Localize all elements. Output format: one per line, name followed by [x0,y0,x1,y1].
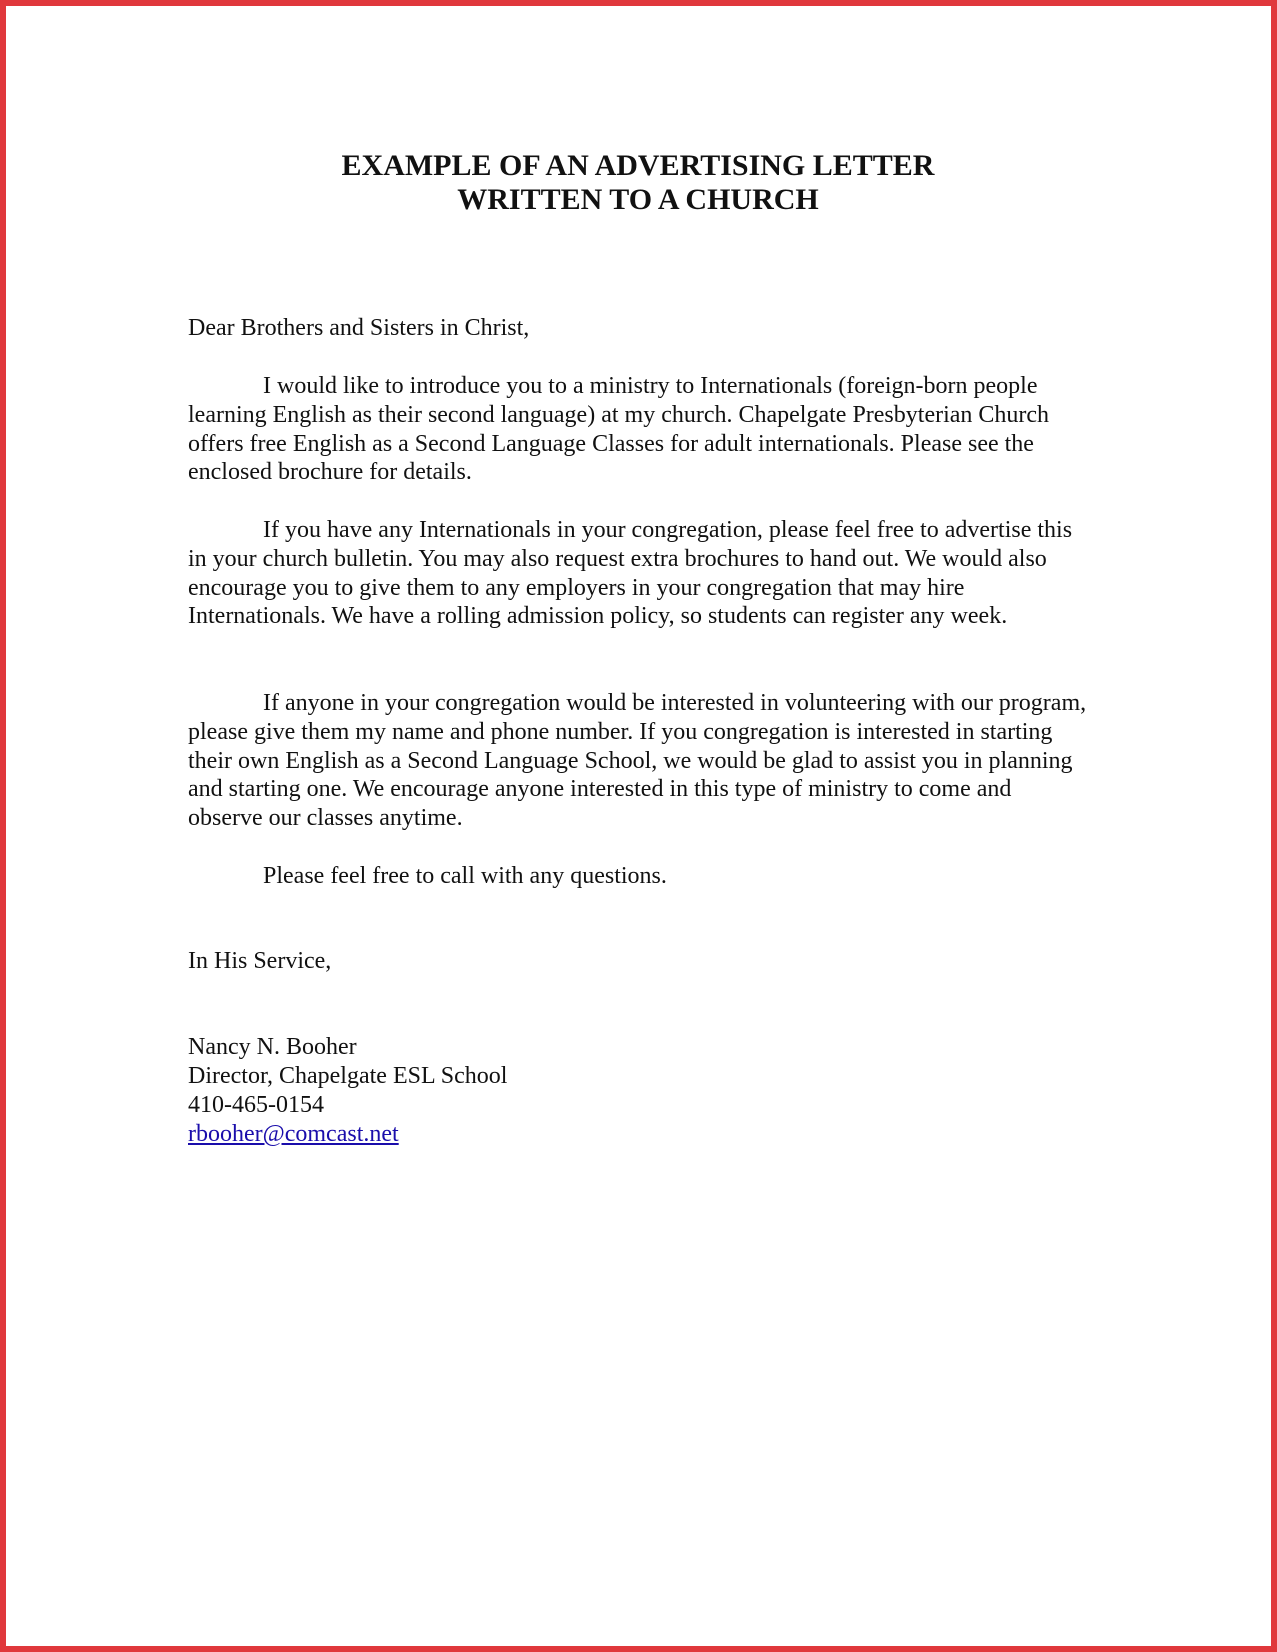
signature-phone: 410-465-0154 [188,1092,324,1118]
paragraph-intro: I would like to introduce you to a ministry to Internationals (foreign-born people learning English as their second language) at my church. Chapelgate Presbyterian Church offers free English as a Second Language Classes for adult internationals. Please see the enclosed brochure for details. [188,373,1050,486]
email-link[interactable]: rbooher@comcast.net [188,1121,399,1147]
signature-position: Director, Chapelgate ESL School [188,1063,508,1089]
title-line-1: EXAMPLE OF AN ADVERTISING LETTER [341,149,935,182]
signature-email-line [188,1120,1088,1149]
signature-name: Nancy N. Booher [188,1034,357,1060]
paragraph-volunteer: If anyone in your congregation would be interested in volunteering with our program, please give them my name and phone number. If you congregation is interested in starting their own English as a Second Language School, we would be glad to assist you in planning and starting one. We encourage anyone interested in this type of ministry to come and observe our classes anytime. [188,690,1087,832]
salutation: Dear Brothers and Sisters in Christ, [188,315,530,341]
letter-title [188,149,1088,217]
closing: In His Service, [188,948,332,974]
title-line-2: WRITTEN TO A CHURCH [457,183,819,216]
paragraph-questions: Please feel free to call with any questions. [263,863,667,889]
paragraph-advertise: If you have any Internationals in your congregation, please feel free to advertise this in your church bulletin. You may also request extra brochures to hand out. We would also encourage you to give them to any employers in your congregation that may hire Internationals. We have a rolling admission policy, so students can register any week. [188,517,1073,630]
